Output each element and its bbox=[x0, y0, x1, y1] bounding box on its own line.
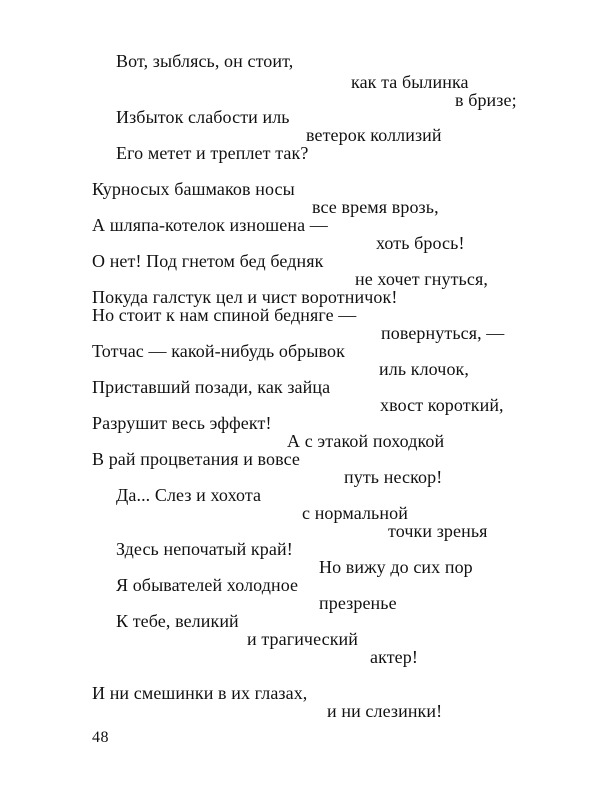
poem-line: Но стоит к нам спиной бедняге — bbox=[92, 305, 357, 325]
poem-line: А с этакой походкой bbox=[287, 431, 445, 451]
poem-line: Разрушит весь эффект! bbox=[92, 413, 272, 433]
poem-line: повернуться, — bbox=[381, 323, 505, 343]
poem-line: Вот, зыблясь, он стоит, bbox=[116, 51, 294, 71]
poem-line: Здесь непочатый край! bbox=[116, 539, 293, 559]
poem-line: презренье bbox=[319, 593, 397, 613]
poem-line: и трагический bbox=[247, 629, 359, 649]
poem-line: Я обывателей холодное bbox=[116, 575, 299, 595]
poem-line: иль клочок, bbox=[379, 359, 469, 379]
poem-line: О нет! Под гнетом бед бедняк bbox=[92, 251, 324, 271]
poem-line: Но вижу до сих пор bbox=[319, 557, 473, 577]
poem-line: ветерок коллизий bbox=[306, 125, 442, 145]
poem-line: путь нескор! bbox=[344, 467, 443, 487]
poem-line: Избыток слабости иль bbox=[116, 107, 290, 127]
poem-line: как та былинка bbox=[351, 72, 469, 92]
poem-line: не хочет гнуться, bbox=[355, 269, 488, 289]
poem-line: Его метет и треплет так? bbox=[116, 143, 309, 163]
poem-line: все время врозь, bbox=[312, 197, 439, 217]
poem-line: в бризе; bbox=[455, 90, 517, 110]
poem-line: хоть брось! bbox=[376, 233, 465, 253]
poem-line: Приставший позади, как зайца bbox=[92, 377, 331, 397]
poem-line: Да... Слез и хохота bbox=[116, 485, 262, 505]
poem-line: с нормальной bbox=[302, 503, 408, 523]
poem-line: и ни слезинки! bbox=[327, 701, 443, 721]
poem-line: актер! bbox=[370, 647, 418, 667]
poem-line: К тебе, великий bbox=[116, 611, 239, 631]
poem-line: точки зренья bbox=[388, 521, 488, 541]
poem-line: Курносых башмаков носы bbox=[92, 179, 295, 199]
poem-line: А шляпа-котелок изношена — bbox=[92, 215, 328, 235]
poem-line: хвост короткий, bbox=[380, 395, 504, 415]
poem-line: Тотчас — какой-нибудь обрывок bbox=[92, 341, 345, 361]
poem-line: И ни смешинки в их глазах, bbox=[92, 683, 308, 703]
poem-line: Покуда галстук цел и чист воротничок! bbox=[92, 287, 398, 307]
poem-line: В рай процветания и вовсе bbox=[92, 449, 300, 469]
page-number: 48 bbox=[92, 729, 109, 746]
